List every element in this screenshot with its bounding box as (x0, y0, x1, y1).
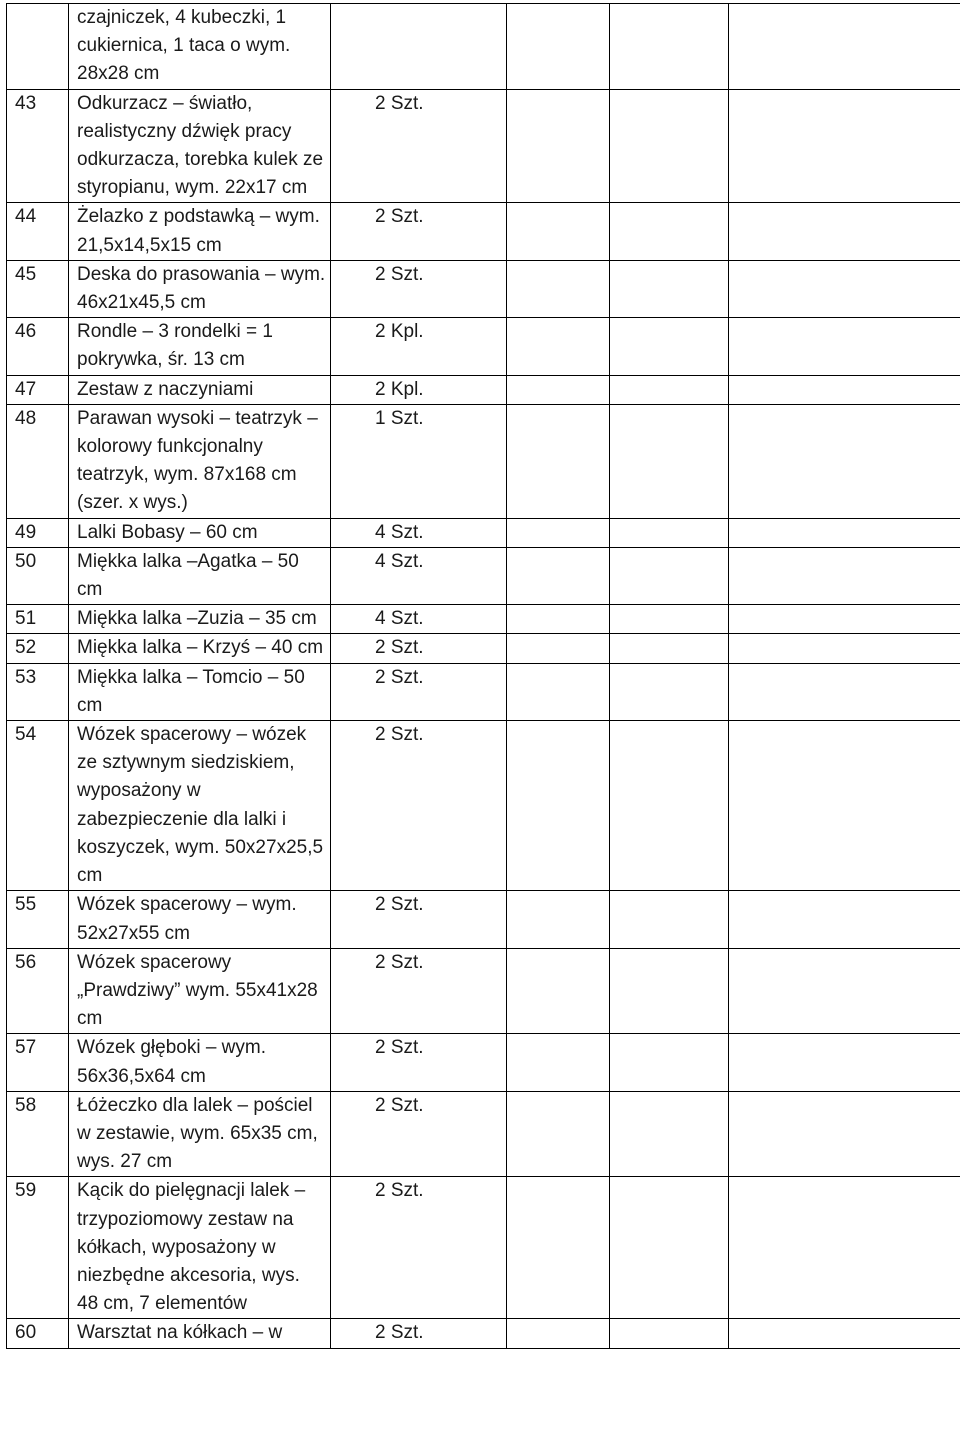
row-number: 53 (7, 663, 69, 720)
empty-cell (729, 1177, 960, 1319)
empty-cell (610, 4, 729, 90)
empty-cell (610, 318, 729, 375)
row-number: 57 (7, 1034, 69, 1091)
empty-cell (729, 4, 960, 90)
table-row (7, 89, 960, 203)
empty-cell (610, 663, 729, 720)
empty-cell (729, 663, 960, 720)
row-number: 44 (7, 203, 69, 260)
empty-cell (507, 948, 610, 1034)
table-row (7, 891, 960, 948)
empty-cell (507, 663, 610, 720)
item-quantity: 2 Kpl. (331, 318, 507, 375)
item-quantity: 2 Kpl. (331, 375, 507, 404)
empty-cell (507, 318, 610, 375)
document-page (6, 3, 960, 1349)
empty-cell (610, 605, 729, 634)
item-quantity: 4 Szt. (331, 605, 507, 634)
empty-cell (610, 89, 729, 203)
empty-cell (610, 1034, 729, 1091)
row-number: 52 (7, 634, 69, 663)
empty-cell (729, 721, 960, 891)
empty-cell (507, 1091, 610, 1177)
item-quantity (331, 4, 507, 90)
empty-cell (507, 721, 610, 891)
row-number: 60 (7, 1319, 69, 1348)
item-name: czajniczek, 4 kubeczki, 1 cukiernica, 1 taca o wym. 28x28 cm (69, 4, 331, 90)
item-name: Lalki Bobasy – 60 cm (69, 518, 331, 547)
empty-cell (507, 1319, 610, 1348)
item-quantity: 1 Szt. (331, 404, 507, 518)
row-number: 51 (7, 605, 69, 634)
empty-cell (729, 605, 960, 634)
item-name: Wózek spacerowy – wózek ze sztywnym siedziskiem, wyposażony w zabezpieczenie dla lalki i koszyczek, wym. 50x27x25,5 cm (69, 721, 331, 891)
item-name: Wózek głęboki – wym. 56x36,5x64 cm (69, 1034, 331, 1091)
item-name: Miękka lalka –Agatka – 50 cm (69, 547, 331, 604)
row-number: 46 (7, 318, 69, 375)
empty-cell (729, 547, 960, 604)
empty-cell (610, 721, 729, 891)
empty-cell (729, 634, 960, 663)
table-row (7, 404, 960, 518)
table-row (7, 1091, 960, 1177)
item-name: Miękka lalka –Zuzia – 35 cm (69, 605, 331, 634)
item-name: Odkurzacz – światło, realistyczny dźwięk pracy odkurzacza, torebka kulek ze styropianu, wym. 22x17 cm (69, 89, 331, 203)
row-number: 59 (7, 1177, 69, 1319)
row-number: 47 (7, 375, 69, 404)
empty-cell (507, 375, 610, 404)
empty-cell (507, 203, 610, 260)
table-row (7, 1177, 960, 1319)
table-row (7, 605, 960, 634)
empty-cell (610, 375, 729, 404)
empty-cell (507, 1177, 610, 1319)
empty-cell (729, 1034, 960, 1091)
empty-cell (729, 203, 960, 260)
item-quantity: 4 Szt. (331, 547, 507, 604)
item-name: Miękka lalka – Tomcio – 50 cm (69, 663, 331, 720)
empty-cell (610, 1177, 729, 1319)
table-row (7, 375, 960, 404)
empty-cell (729, 260, 960, 317)
table-row (7, 518, 960, 547)
empty-cell (729, 404, 960, 518)
item-quantity: 2 Szt. (331, 1177, 507, 1319)
item-name: Żelazko z podstawką – wym. 21,5x14,5x15 cm (69, 203, 331, 260)
empty-cell (507, 4, 610, 90)
row-number: 45 (7, 260, 69, 317)
empty-cell (610, 404, 729, 518)
row-number: 48 (7, 404, 69, 518)
table-row (7, 1034, 960, 1091)
item-quantity: 2 Szt. (331, 721, 507, 891)
empty-cell (610, 518, 729, 547)
item-name: Zestaw z naczyniami (69, 375, 331, 404)
empty-cell (507, 89, 610, 203)
item-name: Kącik do pielęgnacji lalek – trzypoziomowy zestaw na kółkach, wyposażony w niezbędne akcesoria, wys. 48 cm, 7 elementów (69, 1177, 331, 1319)
table-row (7, 1319, 960, 1348)
item-quantity: 2 Szt. (331, 1319, 507, 1348)
table-row (7, 634, 960, 663)
empty-cell (507, 891, 610, 948)
row-number: 58 (7, 1091, 69, 1177)
empty-cell (507, 605, 610, 634)
item-quantity: 2 Szt. (331, 891, 507, 948)
empty-cell (507, 547, 610, 604)
empty-cell (507, 518, 610, 547)
row-number: 55 (7, 891, 69, 948)
empty-cell (610, 948, 729, 1034)
item-quantity: 2 Szt. (331, 1034, 507, 1091)
item-name: Wózek spacerowy „Prawdziwy” wym. 55x41x28 cm (69, 948, 331, 1034)
row-number: 54 (7, 721, 69, 891)
item-name: Parawan wysoki – teatrzyk – kolorowy funkcjonalny teatrzyk, wym. 87x168 cm (szer. x wys.) (69, 404, 331, 518)
table-row (7, 318, 960, 375)
item-name: Warsztat na kółkach – w (69, 1319, 331, 1348)
empty-cell (507, 634, 610, 663)
item-quantity: 2 Szt. (331, 89, 507, 203)
item-quantity: 2 Szt. (331, 948, 507, 1034)
item-quantity: 4 Szt. (331, 518, 507, 547)
empty-cell (729, 1319, 960, 1348)
table-row (7, 663, 960, 720)
empty-cell (729, 318, 960, 375)
empty-cell (729, 518, 960, 547)
empty-cell (729, 1091, 960, 1177)
table-row (7, 203, 960, 260)
row-number: 49 (7, 518, 69, 547)
row-number: 56 (7, 948, 69, 1034)
table-row (7, 721, 960, 891)
item-quantity: 2 Szt. (331, 663, 507, 720)
row-number: 50 (7, 547, 69, 604)
empty-cell (507, 1034, 610, 1091)
empty-cell (507, 404, 610, 518)
table-row (7, 948, 960, 1034)
empty-cell (610, 547, 729, 604)
item-name: Łóżeczko dla lalek – pościel w zestawie, wym. 65x35 cm, wys. 27 cm (69, 1091, 331, 1177)
item-name: Wózek spacerowy – wym. 52x27x55 cm (69, 891, 331, 948)
item-name: Deska do prasowania – wym. 46x21x45,5 cm (69, 260, 331, 317)
items-table-body (7, 4, 960, 1349)
item-quantity: 2 Szt. (331, 203, 507, 260)
row-number: 43 (7, 89, 69, 203)
empty-cell (610, 634, 729, 663)
row-number (7, 4, 69, 90)
item-quantity: 2 Szt. (331, 1091, 507, 1177)
empty-cell (610, 260, 729, 317)
items-table (6, 3, 960, 1349)
empty-cell (507, 260, 610, 317)
item-name: Miękka lalka – Krzyś – 40 cm (69, 634, 331, 663)
item-name: Rondle – 3 rondelki = 1 pokrywka, śr. 13 cm (69, 318, 331, 375)
empty-cell (610, 203, 729, 260)
item-quantity: 2 Szt. (331, 634, 507, 663)
empty-cell (729, 375, 960, 404)
table-row (7, 4, 960, 90)
empty-cell (610, 891, 729, 948)
empty-cell (729, 89, 960, 203)
table-row (7, 260, 960, 317)
item-quantity: 2 Szt. (331, 260, 507, 317)
empty-cell (729, 948, 960, 1034)
empty-cell (610, 1091, 729, 1177)
empty-cell (610, 1319, 729, 1348)
empty-cell (729, 891, 960, 948)
table-row (7, 547, 960, 604)
